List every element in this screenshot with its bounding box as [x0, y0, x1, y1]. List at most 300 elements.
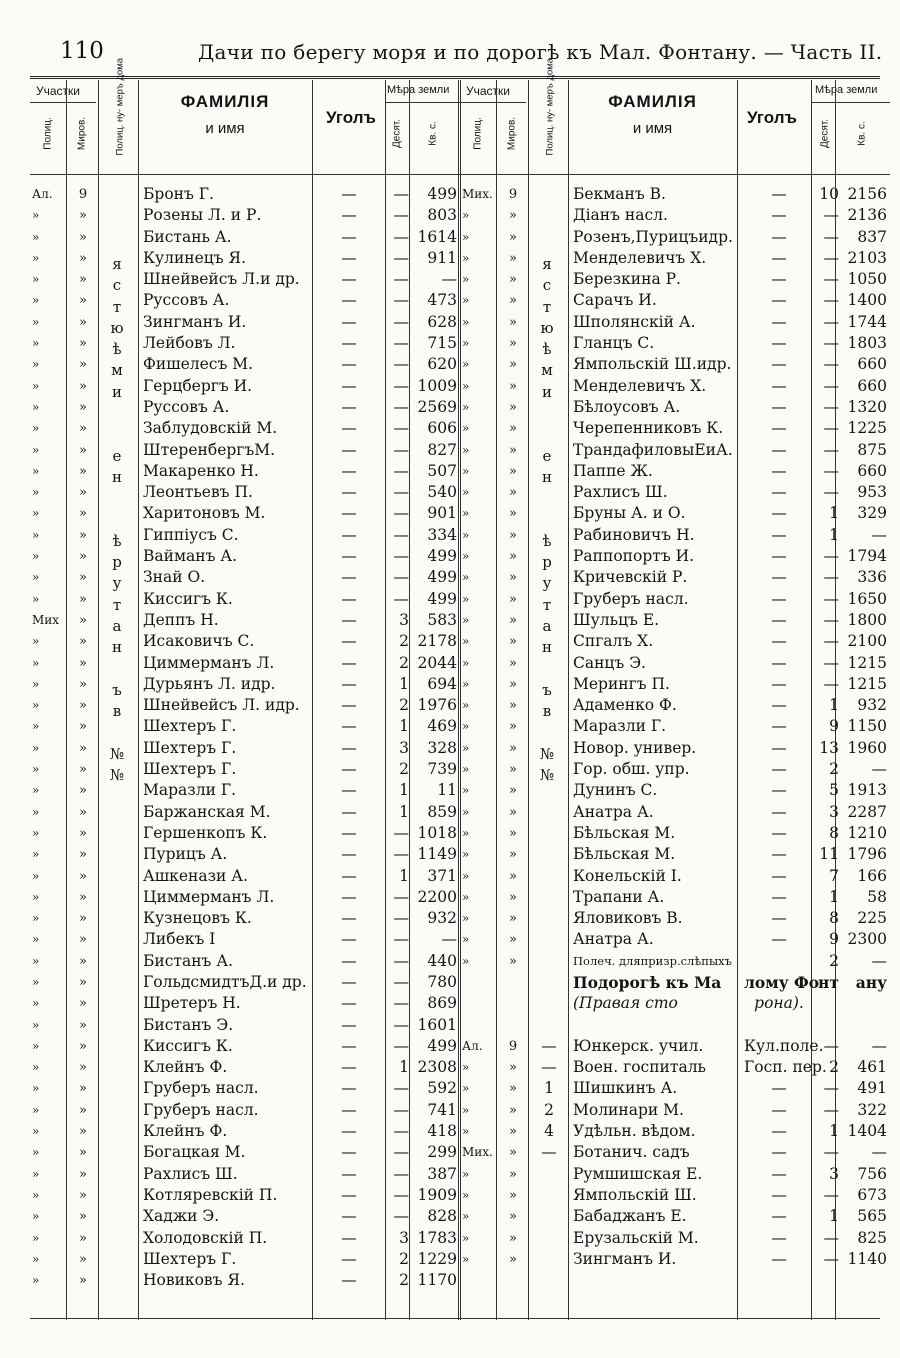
cell-mirov: »	[509, 804, 517, 820]
vertical-letter: и	[112, 382, 122, 401]
cell-house-number: —	[541, 1143, 557, 1162]
cell-name: Кричевскій Р.	[573, 568, 688, 587]
cell-name: ШтеренбергъМ.	[143, 440, 276, 459]
cell-kv-s: 694	[427, 674, 457, 693]
vertical-letter: ю	[110, 318, 124, 337]
cell-kv-s: 1225	[847, 419, 887, 438]
table-row	[460, 674, 890, 695]
table-row	[30, 354, 460, 375]
cell-desyat: —	[823, 248, 839, 267]
cell-kv-s: 828	[427, 1207, 457, 1226]
page-header	[0, 0, 900, 78]
page-number: 110	[60, 38, 104, 64]
cell-polits: »	[32, 272, 40, 287]
cell-ugol: —	[341, 930, 357, 949]
cell-ugol: —	[341, 972, 357, 991]
cell-kv-s: 1601	[417, 1015, 457, 1034]
vertical-letter: в	[542, 702, 552, 721]
cell-polits: »	[32, 1166, 40, 1181]
table-row	[30, 631, 460, 652]
cell-mirov: »	[509, 570, 517, 586]
cell-mirov: »	[509, 825, 517, 841]
cell-desyat: 2	[399, 760, 409, 779]
table-row	[30, 1142, 460, 1163]
cell-kv-s: 1909	[417, 1185, 457, 1204]
cell-ugol: —	[341, 1207, 357, 1226]
vertical-letter: я	[542, 255, 552, 273]
table-row	[30, 546, 460, 567]
cell-ugol: —	[341, 674, 357, 693]
cell-mirov: »	[79, 911, 87, 927]
cell-kv-s: 1229	[417, 1249, 457, 1268]
table-row	[30, 993, 460, 1014]
cell-polits: »	[462, 570, 470, 585]
cell-polits: »	[32, 399, 40, 414]
cell-desyat: —	[393, 334, 409, 353]
cell-mirov: »	[79, 1166, 87, 1182]
cell-name: Яловиковъ В.	[573, 909, 683, 928]
cell-ugol: —	[341, 760, 357, 779]
table-row	[30, 1100, 460, 1121]
cell-kv-s: 499	[427, 547, 457, 566]
cell-desyat: —	[393, 845, 409, 864]
cell-kv-s: 387	[427, 1164, 457, 1183]
cell-name: Бекманъ В.	[573, 185, 666, 203]
cell-ugol: —	[341, 291, 357, 310]
cell-polits: »	[462, 719, 470, 734]
cell-name: Маразли Г.	[143, 781, 237, 800]
cell-name: Котляревскій П.	[143, 1185, 278, 1204]
table-row	[460, 887, 890, 908]
cell-kv-s: 58	[867, 887, 887, 906]
cell-kv-s: 334	[427, 525, 457, 544]
cell-kv-s: 1614	[417, 227, 457, 246]
cell-polits: »	[32, 996, 40, 1011]
cell-desyat: —	[393, 589, 409, 608]
cell-ugol: —	[341, 696, 357, 715]
header-rule	[811, 102, 890, 103]
cell-name: Леонтьевъ П.	[143, 483, 253, 502]
cell-desyat: —	[823, 589, 839, 608]
cell-ugol: —	[771, 1122, 787, 1141]
cell-kv-s: 322	[857, 1100, 887, 1119]
cell-kv-s: 911	[427, 248, 457, 267]
cell-mirov: 9	[508, 1038, 518, 1054]
cell-name: Ерузальскій М.	[573, 1228, 699, 1247]
table-row	[30, 1121, 460, 1142]
cell-kv-s: 491	[857, 1079, 887, 1098]
cell-kv-s: 329	[857, 504, 887, 523]
cell-polits: »	[462, 293, 470, 308]
table-row	[30, 184, 460, 205]
header-nomer-doma: Полиц. ну- меръ дома	[544, 57, 556, 156]
cell-polits: »	[32, 357, 40, 372]
cell-polits: »	[32, 1102, 40, 1117]
cell-desyat: 3	[829, 1164, 839, 1183]
cell-desyat: —	[393, 419, 409, 438]
table-row	[460, 184, 890, 205]
cell-name: Исаковичъ С.	[143, 632, 255, 651]
cell-mirov: »	[79, 399, 87, 415]
cell-ugol: —	[771, 1228, 787, 1247]
table-row	[460, 780, 890, 801]
cell-mirov: »	[509, 698, 517, 714]
cell-ugol: —	[771, 1207, 787, 1226]
cell-name: Шишкинъ А.	[573, 1079, 678, 1098]
cell-desyat: —	[393, 994, 409, 1013]
cell-desyat: —	[393, 1143, 409, 1162]
vertical-letter: я	[112, 255, 122, 273]
cell-polits: »	[32, 825, 40, 840]
cell-name: Клейнъ Ф.	[143, 1058, 228, 1077]
cell-name: Руссовъ А.	[143, 397, 230, 416]
header-familiya-label: ФАМИЛІЯ	[608, 92, 697, 111]
cell-ugol: —	[341, 355, 357, 374]
cell-desyat: 2	[829, 951, 839, 970]
table-row	[460, 653, 890, 674]
cell-mirov: »	[79, 591, 87, 607]
table-row	[30, 1270, 460, 1291]
cell-polits: »	[32, 1060, 40, 1075]
cell-kv-s: —	[441, 270, 457, 289]
cell-desyat: —	[393, 1122, 409, 1141]
cell-polits: »	[462, 1060, 470, 1075]
cell-desyat: —	[393, 887, 409, 906]
cell-mirov: »	[509, 378, 517, 394]
cell-ugol: —	[341, 227, 357, 246]
cell-name: Груберъ насл.	[143, 1079, 259, 1098]
table-row	[30, 290, 460, 311]
cell-polits: »	[462, 229, 470, 244]
cell-name: Бруны А. и О.	[573, 504, 686, 523]
cell-kv-s: 869	[427, 994, 457, 1013]
table-row	[30, 759, 460, 780]
vertical-letter: ѣ	[112, 340, 122, 359]
cell-mirov: »	[79, 1124, 87, 1140]
cell-ugol: —	[771, 802, 787, 821]
table-row	[460, 716, 890, 737]
cell-name: Паппе Ж.	[573, 461, 653, 480]
cell-name: ГольдсмидтъД.и др.	[143, 972, 307, 991]
cell-mirov: »	[509, 272, 517, 288]
cell-polits: »	[462, 591, 470, 606]
table-header	[30, 57, 460, 175]
cell-mirov: »	[79, 612, 87, 628]
cell-polits: »	[32, 1081, 40, 1096]
cell-ugol: Госп. пер.	[744, 1058, 827, 1077]
cell-kv-s: 739	[427, 760, 457, 779]
cell-kv-s: 336	[857, 568, 887, 587]
cell-mirov: »	[509, 612, 517, 628]
cell-polits: »	[32, 485, 40, 500]
cell-polits: »	[462, 932, 470, 947]
cell-mirov: »	[79, 570, 87, 586]
cell-name: Діанъ насл.	[573, 206, 668, 225]
cell-kv-s: 1215	[847, 674, 887, 693]
cell-mirov: »	[509, 1230, 517, 1246]
cell-polits: »	[32, 1124, 40, 1139]
cell-name: Шретеръ Н.	[143, 994, 241, 1013]
cell-desyat: 3	[399, 738, 409, 757]
cell-ugol: —	[341, 1058, 357, 1077]
table-row	[460, 290, 890, 311]
table-row	[30, 589, 460, 610]
cell-ugol: —	[341, 994, 357, 1013]
cell-desyat: —	[393, 972, 409, 991]
cell-polits: »	[32, 527, 40, 542]
cell-kv-s: 592	[427, 1079, 457, 1098]
cell-desyat: —	[393, 1164, 409, 1183]
cell-desyat: —	[823, 206, 839, 225]
cell-ugol: Кул.поле.	[744, 1036, 824, 1055]
cell-ugol: —	[341, 951, 357, 970]
table-row	[460, 248, 890, 269]
cell-mirov: »	[79, 357, 87, 373]
cell-name: Циммерманъ Л.	[143, 653, 275, 672]
cell-ugol: —	[341, 1185, 357, 1204]
cell-ugol: —	[771, 334, 787, 353]
cell-desyat: —	[823, 291, 839, 310]
cell-polits: »	[32, 974, 40, 989]
cell-desyat: —	[393, 568, 409, 587]
cell-name: Черепенниковъ К.	[573, 419, 724, 438]
table-row	[460, 908, 890, 929]
vertical-letter: н	[112, 467, 122, 486]
cell-mirov: »	[509, 399, 517, 415]
cell-kv-s: 1404	[847, 1122, 887, 1141]
cell-ugol: —	[341, 419, 357, 438]
cell-polits: »	[462, 506, 470, 521]
cell-ugol: —	[341, 1100, 357, 1119]
cell-kv-s: 741	[427, 1100, 457, 1119]
cell-name: Новор. универ.	[573, 738, 697, 757]
cell-ugol: —	[771, 887, 787, 906]
cell-name: Ботанич. садъ	[573, 1143, 690, 1162]
cell-polits: »	[462, 847, 470, 862]
vertical-letter: т	[542, 297, 552, 316]
cell-kv-s: 628	[427, 312, 457, 331]
vertical-letter: р	[542, 553, 552, 572]
cell-name: Спгалъ Х.	[573, 632, 654, 651]
cell-name: Рахлисъ Ш.	[573, 483, 668, 502]
cell-polits: »	[32, 868, 40, 883]
table-row	[30, 205, 460, 226]
cell-name: Ашкенази А.	[143, 866, 248, 885]
table-row	[30, 908, 460, 929]
cell-name: Бѣльская М.	[573, 823, 676, 842]
cell-kv-s: 1803	[847, 334, 887, 353]
cell-desyat: —	[823, 1100, 839, 1119]
cell-ugol: —	[341, 1164, 357, 1183]
cell-kv-s: 1210	[847, 823, 887, 842]
cell-polits: Мих	[32, 612, 60, 627]
cell-desyat: 2	[829, 760, 839, 779]
cell-desyat: —	[823, 270, 839, 289]
cell-house-number: —	[541, 1036, 557, 1055]
cell-polits: »	[462, 378, 470, 393]
cell-polits: »	[32, 1209, 40, 1224]
cell-polits: »	[32, 783, 40, 798]
cell-mirov: »	[509, 1145, 517, 1161]
header-rule	[385, 102, 460, 103]
cell-desyat: —	[823, 461, 839, 480]
cell-name: Баржанская М.	[143, 802, 271, 821]
cell-ugol: —	[341, 270, 357, 289]
cell-desyat: —	[393, 1207, 409, 1226]
header-polits: Полиц.	[472, 117, 484, 150]
cell-mirov: »	[79, 293, 87, 309]
cell-ugol: —	[771, 270, 787, 289]
vertical-letter: н	[112, 638, 122, 657]
vertical-letter: у	[542, 574, 552, 593]
table-row	[460, 397, 890, 418]
table-row	[30, 1206, 460, 1227]
header-familiya	[570, 92, 735, 137]
table-row	[460, 482, 890, 503]
table-row	[460, 525, 890, 546]
table-row	[460, 1057, 890, 1078]
cell-polits: »	[32, 591, 40, 606]
cell-name: Фишелесъ М.	[143, 355, 254, 374]
cell-ugol: —	[771, 185, 787, 203]
cell-polits: »	[462, 527, 470, 542]
table-row	[460, 1078, 890, 1099]
cell-desyat: —	[393, 291, 409, 310]
cell-name: Шехтеръ Г.	[143, 717, 237, 736]
header-mirov: Миров.	[76, 116, 88, 151]
cell-kv-s: —	[871, 760, 887, 779]
cell-desyat: —	[393, 483, 409, 502]
cell-name: Молинари М.	[573, 1100, 684, 1119]
cell-desyat: —	[393, 1015, 409, 1034]
table-row	[30, 503, 460, 524]
table-row	[30, 610, 460, 631]
vertical-letter: с	[112, 276, 122, 295]
table-row	[30, 312, 460, 333]
cell-kv-s: 1149	[417, 845, 457, 864]
cell-polits: »	[32, 676, 40, 691]
table-row	[30, 802, 460, 823]
header-imya-label: и имя	[632, 120, 673, 137]
cell-mirov: »	[79, 1145, 87, 1161]
cell-ugol: —	[771, 461, 787, 480]
cell-name: Заблудовскій М.	[143, 419, 278, 438]
cell-name: Трапани А.	[573, 887, 665, 906]
vertical-letter: №	[539, 766, 555, 785]
cell-ugol: —	[771, 823, 787, 842]
table-row	[460, 1206, 890, 1227]
cell-polits: »	[32, 847, 40, 862]
header-ugol: Уголъ	[747, 108, 797, 127]
table-row	[460, 354, 890, 375]
cell-polits: »	[32, 314, 40, 329]
vertical-letter: и	[542, 382, 552, 401]
cell-polits: Мих.	[462, 1145, 493, 1160]
table-row	[30, 951, 460, 972]
header-uchastki: Участки	[466, 84, 510, 98]
cell-polits: »	[32, 634, 40, 649]
cell-ugol: —	[341, 1015, 357, 1034]
cell-ugol: —	[341, 866, 357, 885]
cell-mirov: »	[509, 740, 517, 756]
vertical-letter: в	[112, 702, 122, 721]
cell-ugol: —	[771, 909, 787, 928]
cell-polits: »	[462, 1081, 470, 1096]
cell-desyat: 2	[399, 653, 409, 672]
cell-kv-s: 328	[427, 738, 457, 757]
cell-kv-s: —	[441, 930, 457, 949]
table-row	[460, 589, 890, 610]
cell-name: Удѣльн. вѣдом.	[573, 1122, 696, 1141]
cell-mirov: »	[79, 932, 87, 948]
cell-mirov: »	[79, 953, 87, 969]
cell-ugol: —	[771, 227, 787, 246]
cell-kv-s: 2569	[417, 397, 457, 416]
cell-desyat: 8	[829, 823, 839, 842]
cell-mirov: »	[79, 655, 87, 671]
cell-ugol: —	[341, 1228, 357, 1247]
cell-mirov: »	[79, 1187, 87, 1203]
cell-kv-s: 715	[427, 334, 457, 353]
header-ugol: Уголъ	[326, 108, 376, 127]
cell-mirov: »	[79, 314, 87, 330]
cell-ugol: —	[341, 376, 357, 395]
cell-name: Гиппіусъ С.	[143, 525, 239, 544]
cell-polits: »	[32, 463, 40, 478]
cell-ugol: —	[771, 397, 787, 416]
cell-name: Менделевичъ Х.	[573, 376, 707, 395]
cell-polits: »	[462, 314, 470, 329]
table-header	[460, 57, 890, 175]
cell-polits: »	[32, 1038, 40, 1053]
cell-name: Ямпольскій Ш.	[573, 1185, 697, 1204]
cell-ugol: —	[341, 461, 357, 480]
header-familiya	[140, 92, 310, 137]
cell-mirov: »	[509, 527, 517, 543]
cell-name: Груберъ насл.	[143, 1100, 259, 1119]
cell-mirov: »	[79, 996, 87, 1012]
header-mera-zemli: Мѣра земли	[815, 84, 878, 96]
header-rule	[30, 76, 880, 79]
table-row	[30, 972, 460, 993]
cell-name: Пурицъ А.	[143, 845, 228, 864]
header-desyat: Десят.	[391, 119, 403, 148]
cell-house-number: —	[541, 1058, 557, 1077]
vertical-letter: р	[112, 553, 122, 572]
cell-mirov: »	[509, 1124, 517, 1140]
cell-mirov: »	[79, 868, 87, 884]
cell-desyat: —	[393, 1036, 409, 1055]
cell-kv-s: 2287	[847, 802, 887, 821]
table-row	[460, 333, 890, 354]
cell-polits: »	[32, 229, 40, 244]
cell-desyat: 1	[399, 717, 409, 736]
cell-desyat: —	[823, 1143, 839, 1162]
cell-desyat: 5	[829, 781, 839, 800]
cell-kv-s: 606	[427, 419, 457, 438]
cell-ugol: —	[771, 1249, 787, 1268]
cell-desyat: —	[393, 355, 409, 374]
cell-polits: »	[32, 932, 40, 947]
cell-kv-s: 2100	[847, 632, 887, 651]
cell-polits: »	[462, 463, 470, 478]
cell-polits: »	[462, 1102, 470, 1117]
cell-kv-s: 1796	[847, 845, 887, 864]
cell-kv-s: 1150	[847, 717, 887, 736]
table-row	[460, 503, 890, 524]
cell-mirov: »	[79, 762, 87, 778]
table-row	[30, 844, 460, 865]
